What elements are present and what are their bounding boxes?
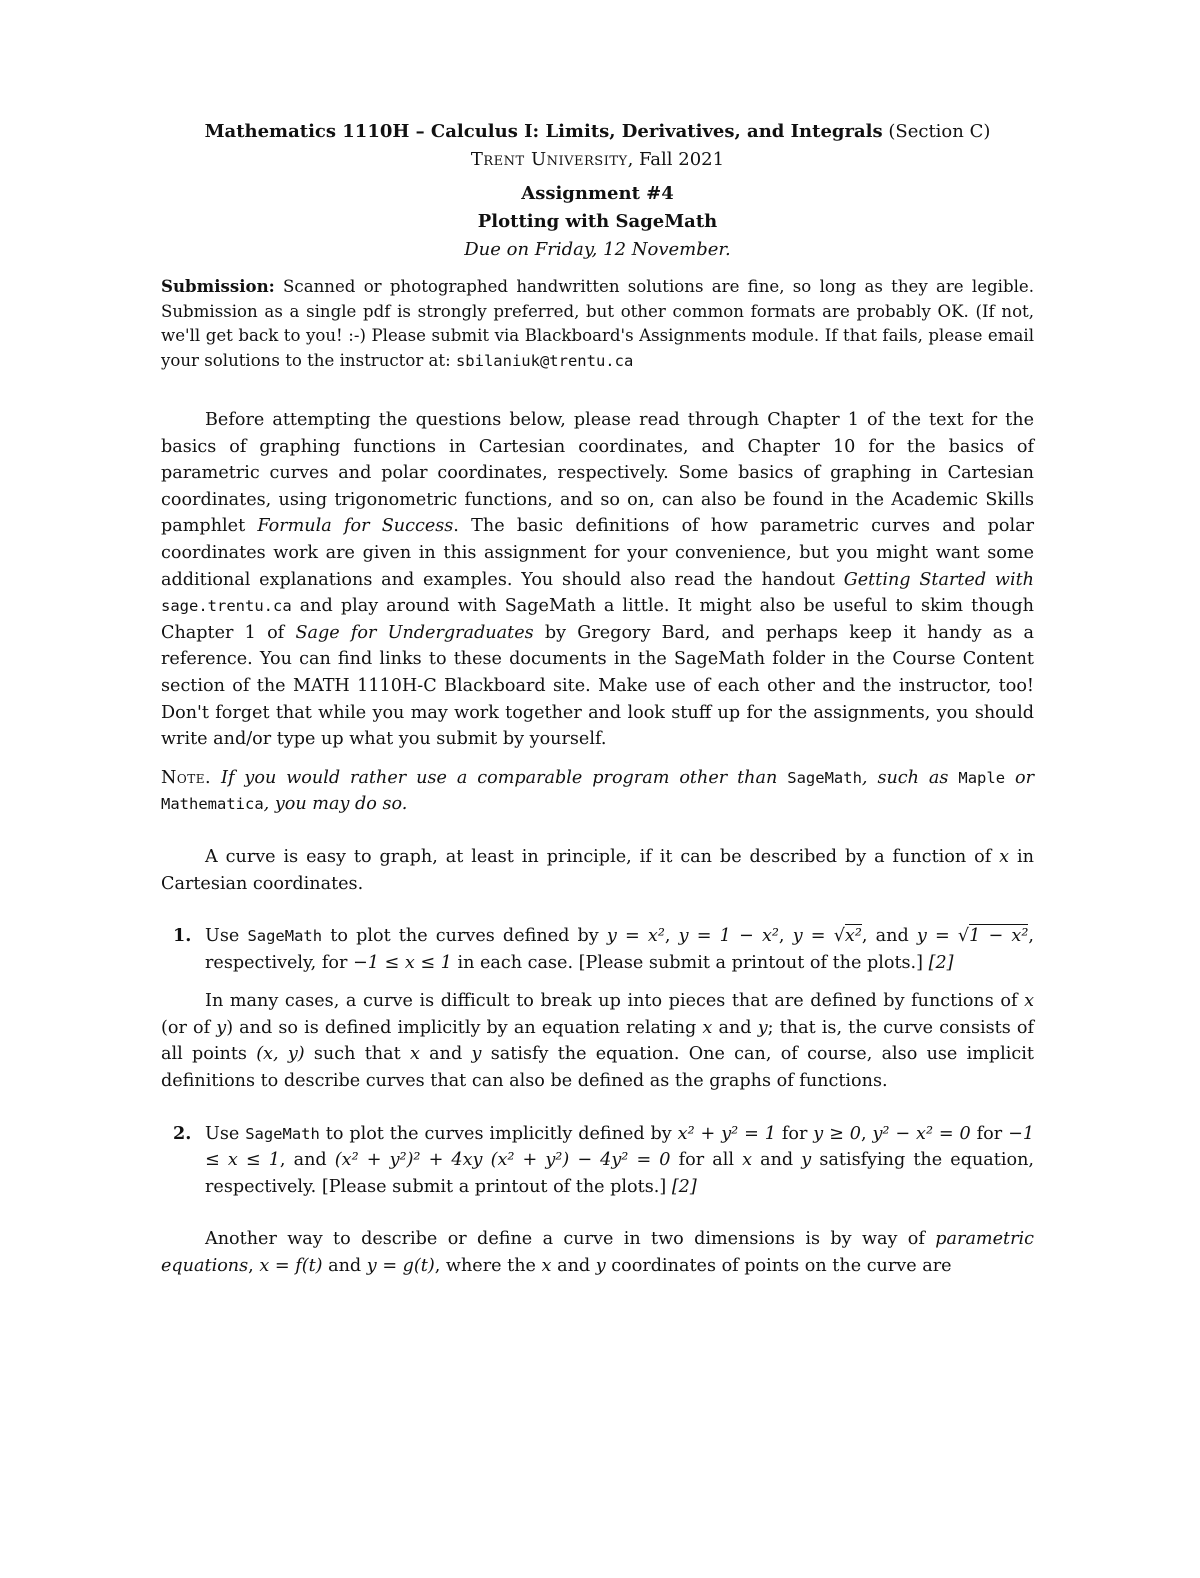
assignment-topic: Plotting with SageMath [477, 211, 718, 232]
note-text-2: , such as [861, 767, 959, 788]
assignment-number: Assignment #4 [521, 183, 674, 204]
q1-sep-2: , [778, 926, 793, 947]
intro-paragraph [161, 407, 1034, 753]
parametric-text-2: , [248, 1256, 260, 1277]
q1-marks: [2] [928, 952, 954, 973]
implicit-text-5: ; that is, the curve consists of all points [161, 1017, 1034, 1065]
note-mathematica: Mathematica [161, 795, 264, 814]
curve-intro-text-1: A curve is easy to graph, at least in principle, if it can be described by a function of [205, 846, 1000, 867]
note-text-4: , you may do so. [263, 794, 408, 815]
course-title [161, 118, 1034, 146]
q2-x: x [742, 1150, 752, 1171]
q1-formula-2: y = 1 − x² [678, 926, 779, 947]
parametric-text-1: Another way to describe or define a curve in two dimensions is by way of [205, 1229, 936, 1250]
q1-formula-4-root: y = √ [916, 926, 970, 947]
q1-formula-4-radicand: 1 − x² [969, 926, 1029, 947]
implicit-point: (x, y) [256, 1044, 305, 1065]
implicit-text-4: and [712, 1017, 758, 1038]
assignment-page [161, 118, 1034, 1280]
instructor-email[interactable]: sbilaniuk@trentu.ca [455, 351, 634, 370]
q2-text-4: for [970, 1123, 1009, 1144]
parametric-term: parametric equations [161, 1229, 1034, 1277]
implicit-text-3: ) and so is defined implicitly by an equation relating [226, 1017, 703, 1038]
q2-equation-1: x² + y² = 1 [677, 1123, 776, 1144]
q2-y: y [801, 1150, 812, 1171]
note-label: Note. [161, 767, 212, 788]
implicit-text-6: such that [304, 1044, 410, 1065]
q1-text-2: to plot the curves defined by [322, 926, 607, 947]
implicit-x: x [1024, 991, 1034, 1012]
implicit-text-8: satisfy the equation. One can, of course, also use implicit definitions to describe curves that can also be defined as the graphs of functions. [161, 1044, 1034, 1092]
implicit-y-3: y [471, 1044, 482, 1065]
q1-text-5: in each case. [Please submit a printout of the plots.] [451, 952, 929, 973]
q2-condition-2: −1 ≤ x ≤ 1 [205, 1123, 1035, 1171]
note-paragraph [161, 765, 1034, 818]
q1-sagemath: SageMath [247, 927, 323, 946]
note-text-1: If you would rather use a comparable program other than [211, 767, 788, 788]
question-1-number: 1. [173, 925, 192, 947]
implicit-paragraph [161, 988, 1034, 1094]
curve-intro-text-2: in Cartesian coordinates. [161, 846, 1034, 894]
intro-text-3: and play around with SageMath a little. It might also be useful to skim though Chapter 1 of [161, 596, 1034, 643]
parametric-text-6: coordinates of points on the curve are [605, 1256, 952, 1277]
submission-info [161, 274, 1034, 373]
q2-text-5: , and [279, 1150, 335, 1171]
note-maple: Maple [958, 768, 1006, 787]
q1-text-3: , and [861, 926, 917, 947]
handout-title: Getting Started with [843, 569, 1034, 590]
submission-text: Scanned or photographed handwritten solutions are fine, so long as they are legible. Submission as a single pdf is strongly preferred, but other common formats are probably OK. (If not, we'll get back to you! :-) Please submit via Blackboard's Assignments module. If that fails, please email your solutions to the instructor at: [161, 277, 1034, 370]
curve-intro-paragraph [161, 844, 1034, 897]
university-name: Trent University [470, 149, 628, 170]
question-2 [161, 1121, 1034, 1201]
q2-text-2: to plot the curves implicitly defined by [319, 1123, 678, 1144]
book-title: Sage for Undergraduates [295, 622, 534, 643]
course-name: Mathematics 1110H – Calculus I: Limits, Derivatives, and Integrals [204, 121, 883, 142]
implicit-x-2: x [702, 1017, 713, 1038]
q1-text-1: Use [205, 926, 248, 947]
term: , Fall 2021 [627, 149, 725, 170]
parametric-paragraph [161, 1226, 1034, 1279]
q2-condition-1: y ≥ 0 [813, 1123, 861, 1144]
q1-formula-3-root: y = √ [792, 926, 845, 947]
q1-text-4: , respectively, for [205, 926, 1034, 973]
university-line [161, 146, 1034, 174]
parametric-eq-x: x = f(t) [259, 1256, 323, 1277]
implicit-y: y [216, 1017, 227, 1038]
course-section: (Section C) [888, 121, 991, 142]
q2-text-6: for all [670, 1150, 743, 1171]
parametric-text-4: , where the [434, 1256, 542, 1277]
parametric-y: y [595, 1256, 606, 1277]
implicit-x-3: x [409, 1044, 420, 1065]
q2-text-8: satisfying the equation, respectively. [Please submit a printout of the plots.] [205, 1150, 1034, 1197]
sage-site: sage.trentu.ca [161, 597, 292, 616]
submission-label: Submission: [161, 276, 275, 296]
implicit-text-1: In many cases, a curve is difficult to break up into pieces that are defined by functions of [205, 991, 1025, 1012]
question-1 [161, 923, 1034, 976]
q1-formula-1: y = x² [606, 926, 665, 947]
parametric-x: x [541, 1256, 552, 1277]
implicit-y-2: y [757, 1017, 768, 1038]
q1-formula-3-radicand: x² [844, 926, 862, 947]
implicit-text-7: and [419, 1044, 472, 1065]
due-date: Due on Friday, 12 November. [464, 239, 731, 260]
q2-text-3: for [775, 1123, 814, 1144]
q2-equation-3: (x² + y²)² + 4xy (x² + y²) − 4y² = 0 [334, 1150, 671, 1171]
q1-range: −1 ≤ x ≤ 1 [352, 952, 452, 973]
intro-text-2: . The basic definitions of how parametric curves and polar coordinates work are given in this assignment for your convenience, but you might want some additional explanations and examples. You should also read the handout [161, 516, 1034, 590]
parametric-text-5: and [551, 1256, 596, 1277]
q2-text-7: and [752, 1150, 802, 1171]
q2-sagemath: SageMath [245, 1124, 320, 1143]
q2-equation-2: y² − x² = 0 [872, 1123, 971, 1144]
parametric-eq-y: y = g(t) [366, 1256, 435, 1277]
implicit-text-2: (or of [161, 1017, 217, 1038]
pamphlet-title: Formula for Success [257, 516, 454, 537]
q2-marks: [2] [671, 1176, 697, 1197]
math-x: x [999, 846, 1010, 867]
note-text-3: or [1005, 767, 1035, 788]
q2-sep: , [860, 1123, 873, 1144]
parametric-text-3: and [322, 1256, 367, 1277]
question-2-number: 2. [173, 1122, 192, 1144]
q2-text-1: Use [205, 1123, 246, 1144]
intro-text-4: by Gregory Bard, and perhaps keep it handy as a reference. You can find links to these documents in the SageMath folder in the Course Content section of the MATH 1110H-C Blackboard site. Make use of each other and the instructor, too! Don't forget that while you may work together and look stuff up for the assignments, you should write and/or type up what you submit by yourself. [161, 622, 1035, 750]
intro-text-1: Before attempting the questions below, please read through Chapter 1 of the text for the basics of graphing functions in Cartesian coordinates, and Chapter 10 for the basics of parametric curves and polar coordinates, respectively. Some basics of graphing in Cartesian coordinates, using trigonometric functions, and so on, can also be found in the Academic Skills pamphlet [161, 410, 1034, 537]
q1-sep-1: , [664, 926, 679, 947]
note-sagemath: SageMath [787, 768, 862, 787]
